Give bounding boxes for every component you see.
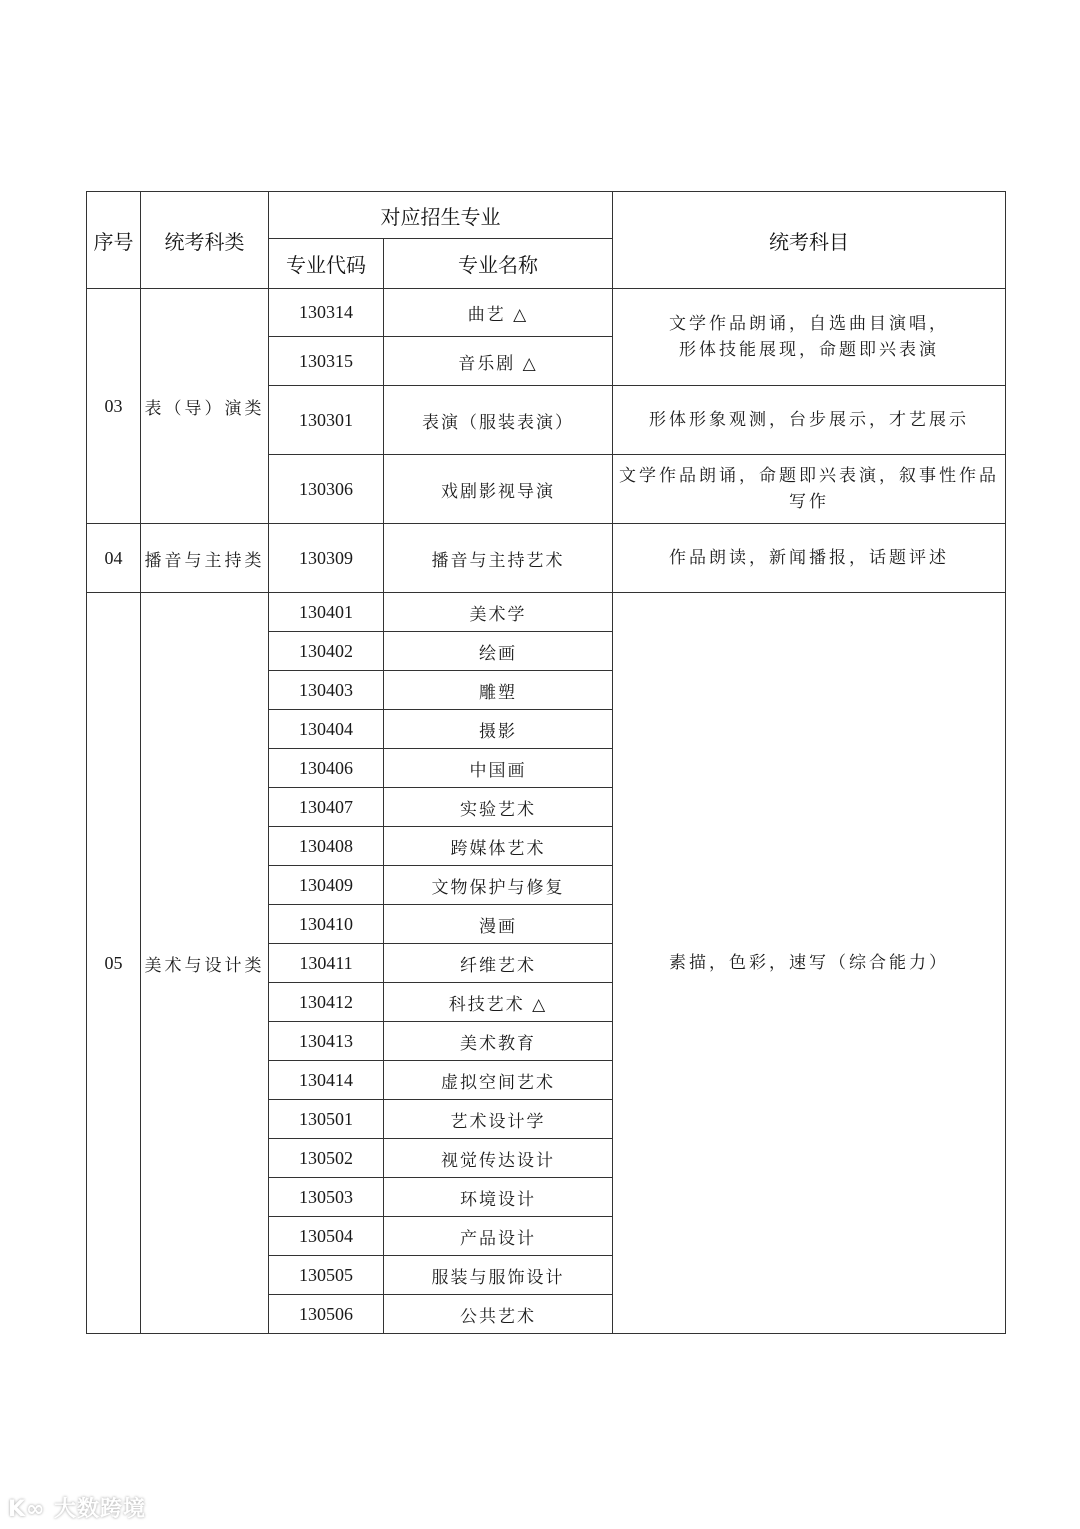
major-code: 130314 [269,289,384,337]
major-code: 130406 [269,749,384,788]
major-code: 130504 [269,1217,384,1256]
major-name: 环境设计 [384,1178,613,1217]
watermark-text: 大数跨境 [54,1497,147,1522]
major-code: 130402 [269,632,384,671]
group-category: 美术与设计类 [141,593,269,1334]
major-name: 戏剧影视导演 [384,455,613,524]
group-seq: 03 [87,289,141,524]
major-code: 130407 [269,788,384,827]
major-code: 130501 [269,1100,384,1139]
major-name: 纤维艺术 [384,944,613,983]
header-seq: 序号 [87,192,141,289]
major-name: 美术教育 [384,1022,613,1061]
exam-category-table [86,191,1006,1334]
major-name: 漫画 [384,905,613,944]
major-name: 美术学 [384,593,613,632]
major-code: 130409 [269,866,384,905]
major-code: 130309 [269,524,384,593]
exam-subjects: 作品朗读，新闻播报，话题评述 [613,524,1006,593]
major-code: 130413 [269,1022,384,1061]
major-name: 雕塑 [384,671,613,710]
major-code: 130410 [269,905,384,944]
group-seq: 05 [87,593,141,1334]
major-name: 曲艺 △ [384,289,613,337]
header-code: 专业代码 [269,239,384,289]
major-code: 130502 [269,1139,384,1178]
major-code: 130505 [269,1256,384,1295]
group-category: 表（导）演类 [141,289,269,524]
major-name: 音乐剧 △ [384,337,613,386]
major-name: 绘画 [384,632,613,671]
major-code: 130506 [269,1295,384,1334]
exam-subjects: 文学作品朗诵，命题即兴表演，叙事性作品 写作 [613,455,1006,524]
logo-icon: K∞ [8,1497,46,1522]
major-name: 科技艺术 △ [384,983,613,1022]
group-category: 播音与主持类 [141,524,269,593]
major-name: 中国画 [384,749,613,788]
major-name: 虚拟空间艺术 [384,1061,613,1100]
major-code: 130301 [269,386,384,455]
header-category: 统考科类 [141,192,269,289]
major-code: 130404 [269,710,384,749]
major-code: 130408 [269,827,384,866]
major-name: 服装与服饰设计 [384,1256,613,1295]
major-code: 130412 [269,983,384,1022]
major-name: 表演（服装表演） [384,386,613,455]
major-code: 130403 [269,671,384,710]
major-name: 产品设计 [384,1217,613,1256]
major-code: 130306 [269,455,384,524]
major-name: 摄影 [384,710,613,749]
major-name: 跨媒体艺术 [384,827,613,866]
major-name: 播音与主持艺术 [384,524,613,593]
exam-subjects: 形体形象观测，台步展示，才艺展示 [613,386,1006,455]
table-row [87,524,1006,593]
exam-subjects: 文学作品朗诵，自选曲目演唱， 形体技能展现，命题即兴表演 [613,289,1006,386]
header-major-group: 对应招生专业 [269,192,613,239]
table-row [87,593,1006,632]
major-name: 文物保护与修复 [384,866,613,905]
major-code: 130315 [269,337,384,386]
header-subjects: 统考科目 [613,192,1006,289]
major-code: 130411 [269,944,384,983]
exam-subjects: 素描，色彩，速写（综合能力） [613,593,1006,1334]
major-name: 艺术设计学 [384,1100,613,1139]
major-code: 130401 [269,593,384,632]
group-seq: 04 [87,524,141,593]
major-name: 公共艺术 [384,1295,613,1334]
table-row [87,289,1006,337]
major-name: 实验艺术 [384,788,613,827]
major-code: 130503 [269,1178,384,1217]
watermark-logo [8,1492,146,1523]
major-name: 视觉传达设计 [384,1139,613,1178]
header-name: 专业名称 [384,239,613,289]
major-code: 130414 [269,1061,384,1100]
